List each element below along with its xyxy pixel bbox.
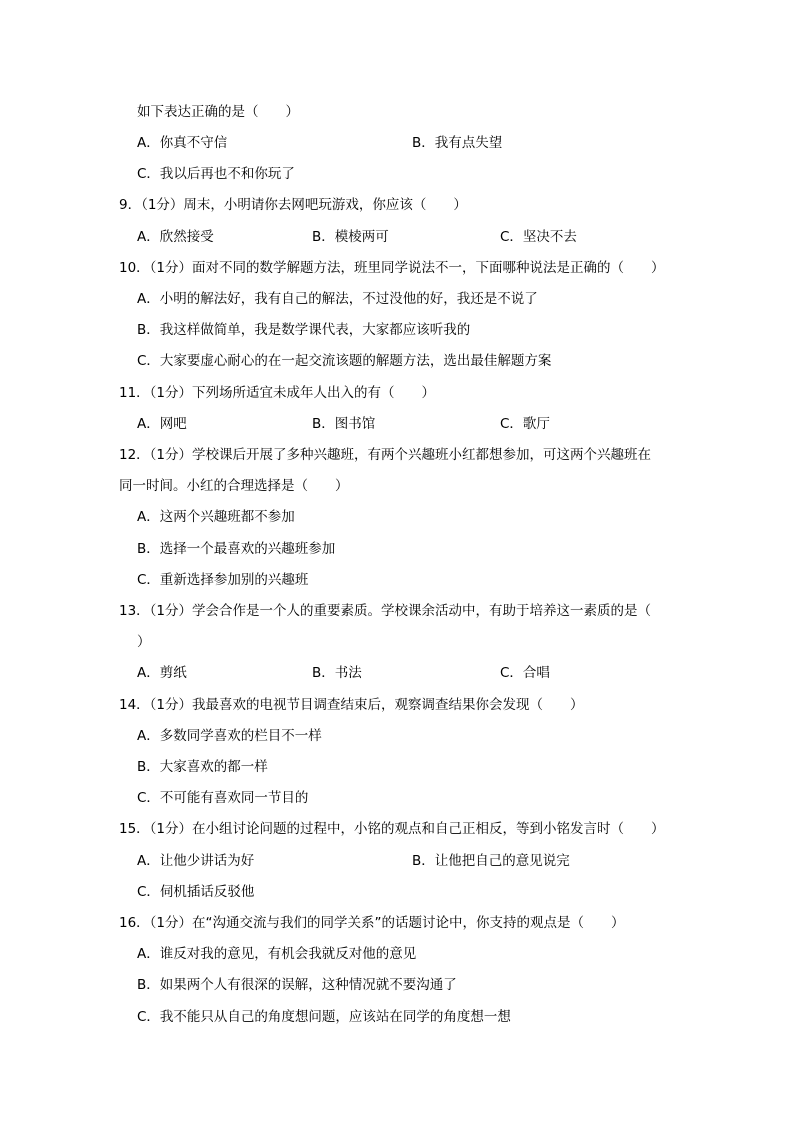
question-13-stem-line-2: ） <box>137 634 151 650</box>
question-8-option-a: A．你真不守信 <box>137 135 228 151</box>
question-12-option-a: A．这两个兴趣班都不参加 <box>137 509 295 525</box>
question-13-option-b: B．书法 <box>312 665 362 681</box>
question-12-option-b: B．选择一个最喜欢的兴趣班参加 <box>137 541 336 557</box>
question-11-option-c: C．歌厅 <box>500 416 550 432</box>
question-13-option-c: C．合唱 <box>500 665 550 681</box>
question-8-option-c: C．我以后再也不和你玩了 <box>137 166 295 182</box>
question-16-option-c: C．我不能只从自己的角度想问题，应该站在同学的角度想一想 <box>137 1009 511 1025</box>
question-8-stem: 如下表达正确的是（ ） <box>137 104 299 120</box>
question-14-stem: 14．（1分）我最喜欢的电视节目调查结束后，观察调查结果你会发现（ ） <box>119 697 584 713</box>
question-10-option-a: A．小明的解法好，我有自己的解法，不过没他的好，我还是不说了 <box>137 291 538 307</box>
question-10-option-b: B．我这样做简单，我是数学课代表，大家都应该听我的 <box>137 322 471 338</box>
question-10-stem: 10．（1分）面对不同的数学解题方法，班里同学说法不一，下面哪种说法是正确的（ ） <box>119 260 665 276</box>
question-8-option-b: B．我有点失望 <box>412 135 503 151</box>
question-14-option-c: C．不可能有喜欢同一节目的 <box>137 790 309 806</box>
question-11-option-b: B．图书馆 <box>312 416 376 432</box>
question-15-stem: 15．（1分）在小组讨论问题的过程中，小铭的观点和自己正相反，等到小铭发言时（ ） <box>119 821 665 837</box>
question-15-option-c: C．伺机插话反驳他 <box>137 884 255 900</box>
question-16-stem: 16．（1分）在“沟通交流与我们的同学关系”的话题讨论中，你支持的观点是（ ） <box>119 915 625 931</box>
question-9-option-a: A．欣然接受 <box>137 229 214 245</box>
question-13-option-a: A．剪纸 <box>137 665 187 681</box>
question-15-option-b: B．让他把自己的意见说完 <box>412 853 570 869</box>
question-9-option-b: B．模棱两可 <box>312 229 389 245</box>
question-14-option-a: A．多数同学喜欢的栏目不一样 <box>137 728 322 744</box>
question-14-option-b: B．大家喜欢的都一样 <box>137 759 268 775</box>
question-10-option-c: C．大家要虚心耐心的在一起交流该题的解题方法，选出最佳解题方案 <box>137 353 552 369</box>
question-16-option-b: B．如果两个人有很深的误解，这种情况就不要沟通了 <box>137 977 457 993</box>
question-16-option-a: A．谁反对我的意见，有机会我就反对他的意见 <box>137 946 417 962</box>
question-12-option-c: C．重新选择参加别的兴趣班 <box>137 572 309 588</box>
question-11-option-a: A．网吧 <box>137 416 187 432</box>
question-12-stem-line-2: 同一时间。小红的合理选择是（ ） <box>119 478 349 494</box>
question-11-stem: 11．（1分）下列场所适宜未成年人出入的有（ ） <box>119 385 436 401</box>
question-12-stem-line-1: 12．（1分）学校课后开展了多种兴趣班，有两个兴趣班小红都想参加，可这两个兴趣班在 <box>119 447 652 463</box>
question-13-stem-line-1: 13．（1分）学会合作是一个人的重要素质。学校课余活动中，有助于培养这一素质的是（ <box>119 603 652 619</box>
question-15-option-a: A．让他少讲话为好 <box>137 853 255 869</box>
question-9-stem: 9．（1分）周末，小明请你去网吧玩游戏，你应该（ ） <box>119 197 467 213</box>
question-9-option-c: C．坚决不去 <box>500 229 577 245</box>
